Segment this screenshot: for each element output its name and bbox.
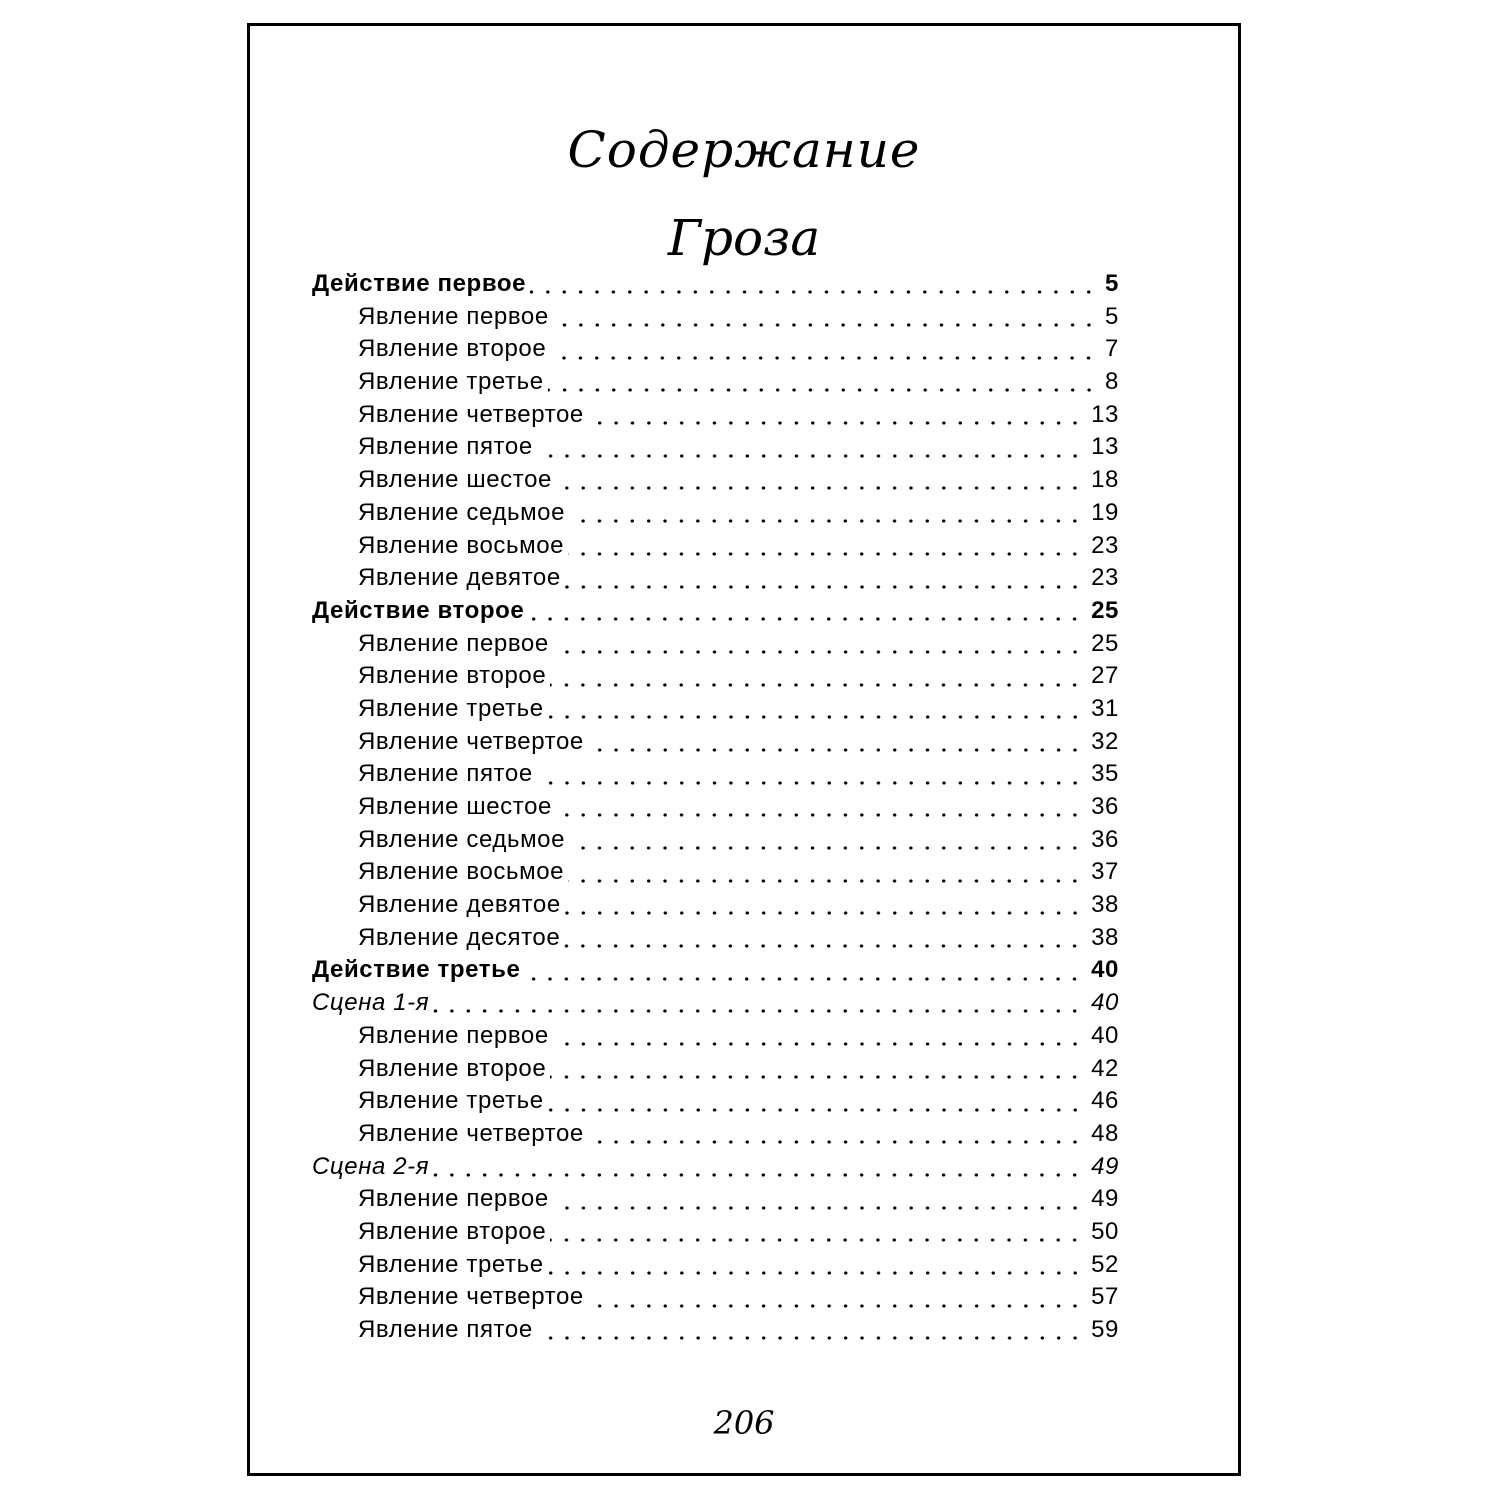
toc-entry-page: 18: [1091, 466, 1119, 494]
toc-phenomenon-entry: [312, 889, 1119, 922]
toc-scene-entry: [312, 1151, 1119, 1184]
dot-leader: [433, 1173, 1083, 1177]
toc-phenomenon-entry: [312, 758, 1119, 791]
dot-leader: [528, 617, 1083, 621]
dot-leader: [569, 846, 1083, 850]
dot-leader: [565, 585, 1083, 589]
toc-entry-label: Явление шестое: [358, 466, 552, 494]
toc-entry-label: Явление восьмое: [358, 858, 565, 886]
toc-entry-label: Явление второе: [358, 662, 547, 690]
toc-entry-page: 25: [1091, 629, 1119, 657]
toc-act-entry: [312, 268, 1119, 301]
toc-phenomenon-entry: [312, 726, 1119, 759]
toc-entry-label: Явление пятое: [358, 760, 533, 788]
toc-entry-page: 37: [1091, 858, 1119, 886]
dot-leader: [433, 1009, 1083, 1013]
dot-leader: [588, 1304, 1083, 1308]
toc-entry-label: Явление девятое: [358, 564, 561, 592]
dot-leader: [537, 781, 1083, 785]
toc-entry-label: Сцена 1-я: [312, 989, 430, 1017]
toc-entry-label: Явление третье: [358, 1087, 544, 1115]
toc-phenomenon-entry: [312, 431, 1119, 464]
toc-phenomenon-entry: [312, 1053, 1119, 1086]
toc-entry-label: Явление восьмое: [358, 531, 565, 559]
toc-phenomenon-entry: [312, 922, 1119, 955]
toc-scene-entry: [312, 987, 1119, 1020]
dot-leader: [588, 1140, 1083, 1144]
toc-entry-label: Явление второе: [358, 1054, 547, 1082]
toc-phenomenon-entry: [312, 366, 1119, 399]
toc-entry-page: 40: [1091, 989, 1119, 1017]
dot-leader: [553, 1206, 1083, 1210]
toc-phenomenon-entry: [312, 660, 1119, 693]
toc-phenomenon-entry: [312, 1314, 1119, 1347]
toc-entry-label: Явление первое: [358, 629, 549, 657]
toc-entry-page: 13: [1091, 433, 1119, 461]
toc-entry-page: 40: [1091, 956, 1119, 984]
toc-phenomenon-entry: [312, 791, 1119, 824]
toc-entry-label: Явление третье: [358, 1250, 544, 1278]
dot-leader: [537, 1336, 1083, 1340]
dot-leader: [556, 486, 1083, 490]
toc-phenomenon-entry: [312, 497, 1119, 530]
toc-phenomenon-entry: [312, 1249, 1119, 1282]
dot-leader: [553, 1042, 1083, 1046]
toc-entry-label: Явление третье: [358, 694, 544, 722]
toc-phenomenon-entry: [312, 693, 1119, 726]
toc-entry-label: Явление пятое: [358, 433, 533, 461]
toc-entry-label: Явление десятое: [358, 923, 561, 951]
toc-entry-page: 59: [1091, 1316, 1119, 1343]
toc-entry-page: 8: [1105, 368, 1119, 396]
toc-entry-label: Явление четвертое: [358, 727, 584, 755]
contents-heading: Содержание: [567, 121, 921, 179]
toc-entry-label: Явление девятое: [358, 891, 561, 919]
toc-entry-page: 19: [1091, 498, 1119, 526]
toc-entry-label: Явление четвертое: [358, 1283, 584, 1311]
toc-entry-label: Действие второе: [312, 596, 525, 624]
dot-leader: [550, 356, 1097, 360]
toc-entry-page: 27: [1091, 662, 1119, 690]
toc-entry-label: Явление второе: [358, 1217, 547, 1245]
toc-act-entry: [312, 595, 1119, 628]
dot-leader: [537, 454, 1083, 458]
toc-entry-page: 46: [1091, 1087, 1119, 1115]
toc-phenomenon-entry: [312, 464, 1119, 497]
toc-entry-page: 50: [1091, 1217, 1119, 1245]
dot-leader: [550, 683, 1083, 687]
dot-leader: [588, 421, 1083, 425]
dot-leader: [564, 944, 1083, 948]
work-title: Гроза: [667, 209, 821, 267]
toc-entry-page: 7: [1105, 335, 1119, 363]
toc-entry-page: 36: [1091, 825, 1119, 853]
dot-leader: [548, 388, 1097, 392]
toc-entry-label: Явление седьмое: [358, 825, 566, 853]
dot-leader: [569, 519, 1083, 523]
toc-entry-page: 48: [1091, 1119, 1119, 1147]
toc-entry-page: 13: [1091, 400, 1119, 428]
toc-entry-label: Явление пятое: [358, 1316, 533, 1343]
toc-entry-label: Явление четвертое: [358, 400, 584, 428]
toc-entry-page: 49: [1091, 1185, 1119, 1213]
toc-phenomenon-entry: [312, 1118, 1119, 1151]
dot-leader: [553, 323, 1097, 327]
toc-entry-label: Явление третье: [358, 368, 544, 396]
toc-entry-page: 38: [1091, 891, 1119, 919]
toc-phenomenon-entry: [312, 399, 1119, 432]
page-number: 206: [713, 1404, 775, 1442]
dot-leader: [588, 748, 1083, 752]
toc-entry-page: 57: [1091, 1283, 1119, 1311]
dot-leader: [548, 1108, 1083, 1112]
toc-entry-page: 31: [1091, 694, 1119, 722]
table-of-contents: [312, 268, 1119, 1347]
toc-entry-page: 25: [1091, 596, 1119, 624]
dot-leader: [565, 911, 1083, 915]
toc-phenomenon-entry: [312, 1183, 1119, 1216]
toc-entry-label: Явление седьмое: [358, 498, 566, 526]
toc-phenomenon-entry: [312, 824, 1119, 857]
toc-entry-page: 5: [1105, 270, 1119, 297]
dot-leader: [524, 977, 1083, 981]
toc-entry-page: 49: [1091, 1152, 1119, 1180]
toc-entry-label: Явление четвертое: [358, 1119, 584, 1147]
toc-entry-page: 32: [1091, 727, 1119, 755]
toc-entry-page: 42: [1091, 1054, 1119, 1082]
toc-phenomenon-entry: [312, 1085, 1119, 1118]
toc-phenomenon-entry: [312, 856, 1119, 889]
toc-entry-label: Явление первое: [358, 302, 549, 330]
toc-entry-page: 40: [1091, 1021, 1119, 1049]
toc-entry-page: 23: [1091, 531, 1119, 559]
dot-leader: [556, 813, 1083, 817]
toc-entry-label: Действие третье: [312, 956, 521, 984]
toc-phenomenon-entry: [312, 1020, 1119, 1053]
toc-act-entry: [312, 954, 1119, 987]
toc-phenomenon-entry: [312, 1216, 1119, 1249]
toc-entry-page: 35: [1091, 760, 1119, 788]
toc-entry-page: 5: [1105, 302, 1119, 330]
toc-entry-label: Действие первое: [312, 270, 527, 297]
dot-leader: [568, 879, 1083, 883]
toc-entry-label: Явление первое: [358, 1021, 549, 1049]
toc-phenomenon-entry: [312, 1281, 1119, 1314]
dot-leader: [530, 290, 1097, 294]
toc-phenomenon-entry: [312, 530, 1119, 563]
dot-leader: [553, 650, 1083, 654]
toc-entry-page: 23: [1091, 564, 1119, 592]
toc-entry-label: Сцена 2-я: [312, 1152, 430, 1180]
toc-entry-page: 36: [1091, 793, 1119, 820]
toc-phenomenon-entry: [312, 333, 1119, 366]
toc-entry-page: 38: [1091, 923, 1119, 951]
toc-entry-label: Явление первое: [358, 1185, 549, 1213]
dot-leader: [550, 1238, 1083, 1242]
toc-entry-label: Явление шестое: [358, 793, 552, 820]
toc-phenomenon-entry: [312, 628, 1119, 661]
toc-entry-label: Явление второе: [358, 335, 547, 363]
toc-phenomenon-entry: [312, 562, 1119, 595]
toc-entry-page: 52: [1091, 1250, 1119, 1278]
dot-leader: [548, 715, 1083, 719]
dot-leader: [550, 1075, 1083, 1079]
dot-leader: [548, 1271, 1083, 1275]
toc-phenomenon-entry: [312, 301, 1119, 334]
dot-leader: [568, 552, 1083, 556]
